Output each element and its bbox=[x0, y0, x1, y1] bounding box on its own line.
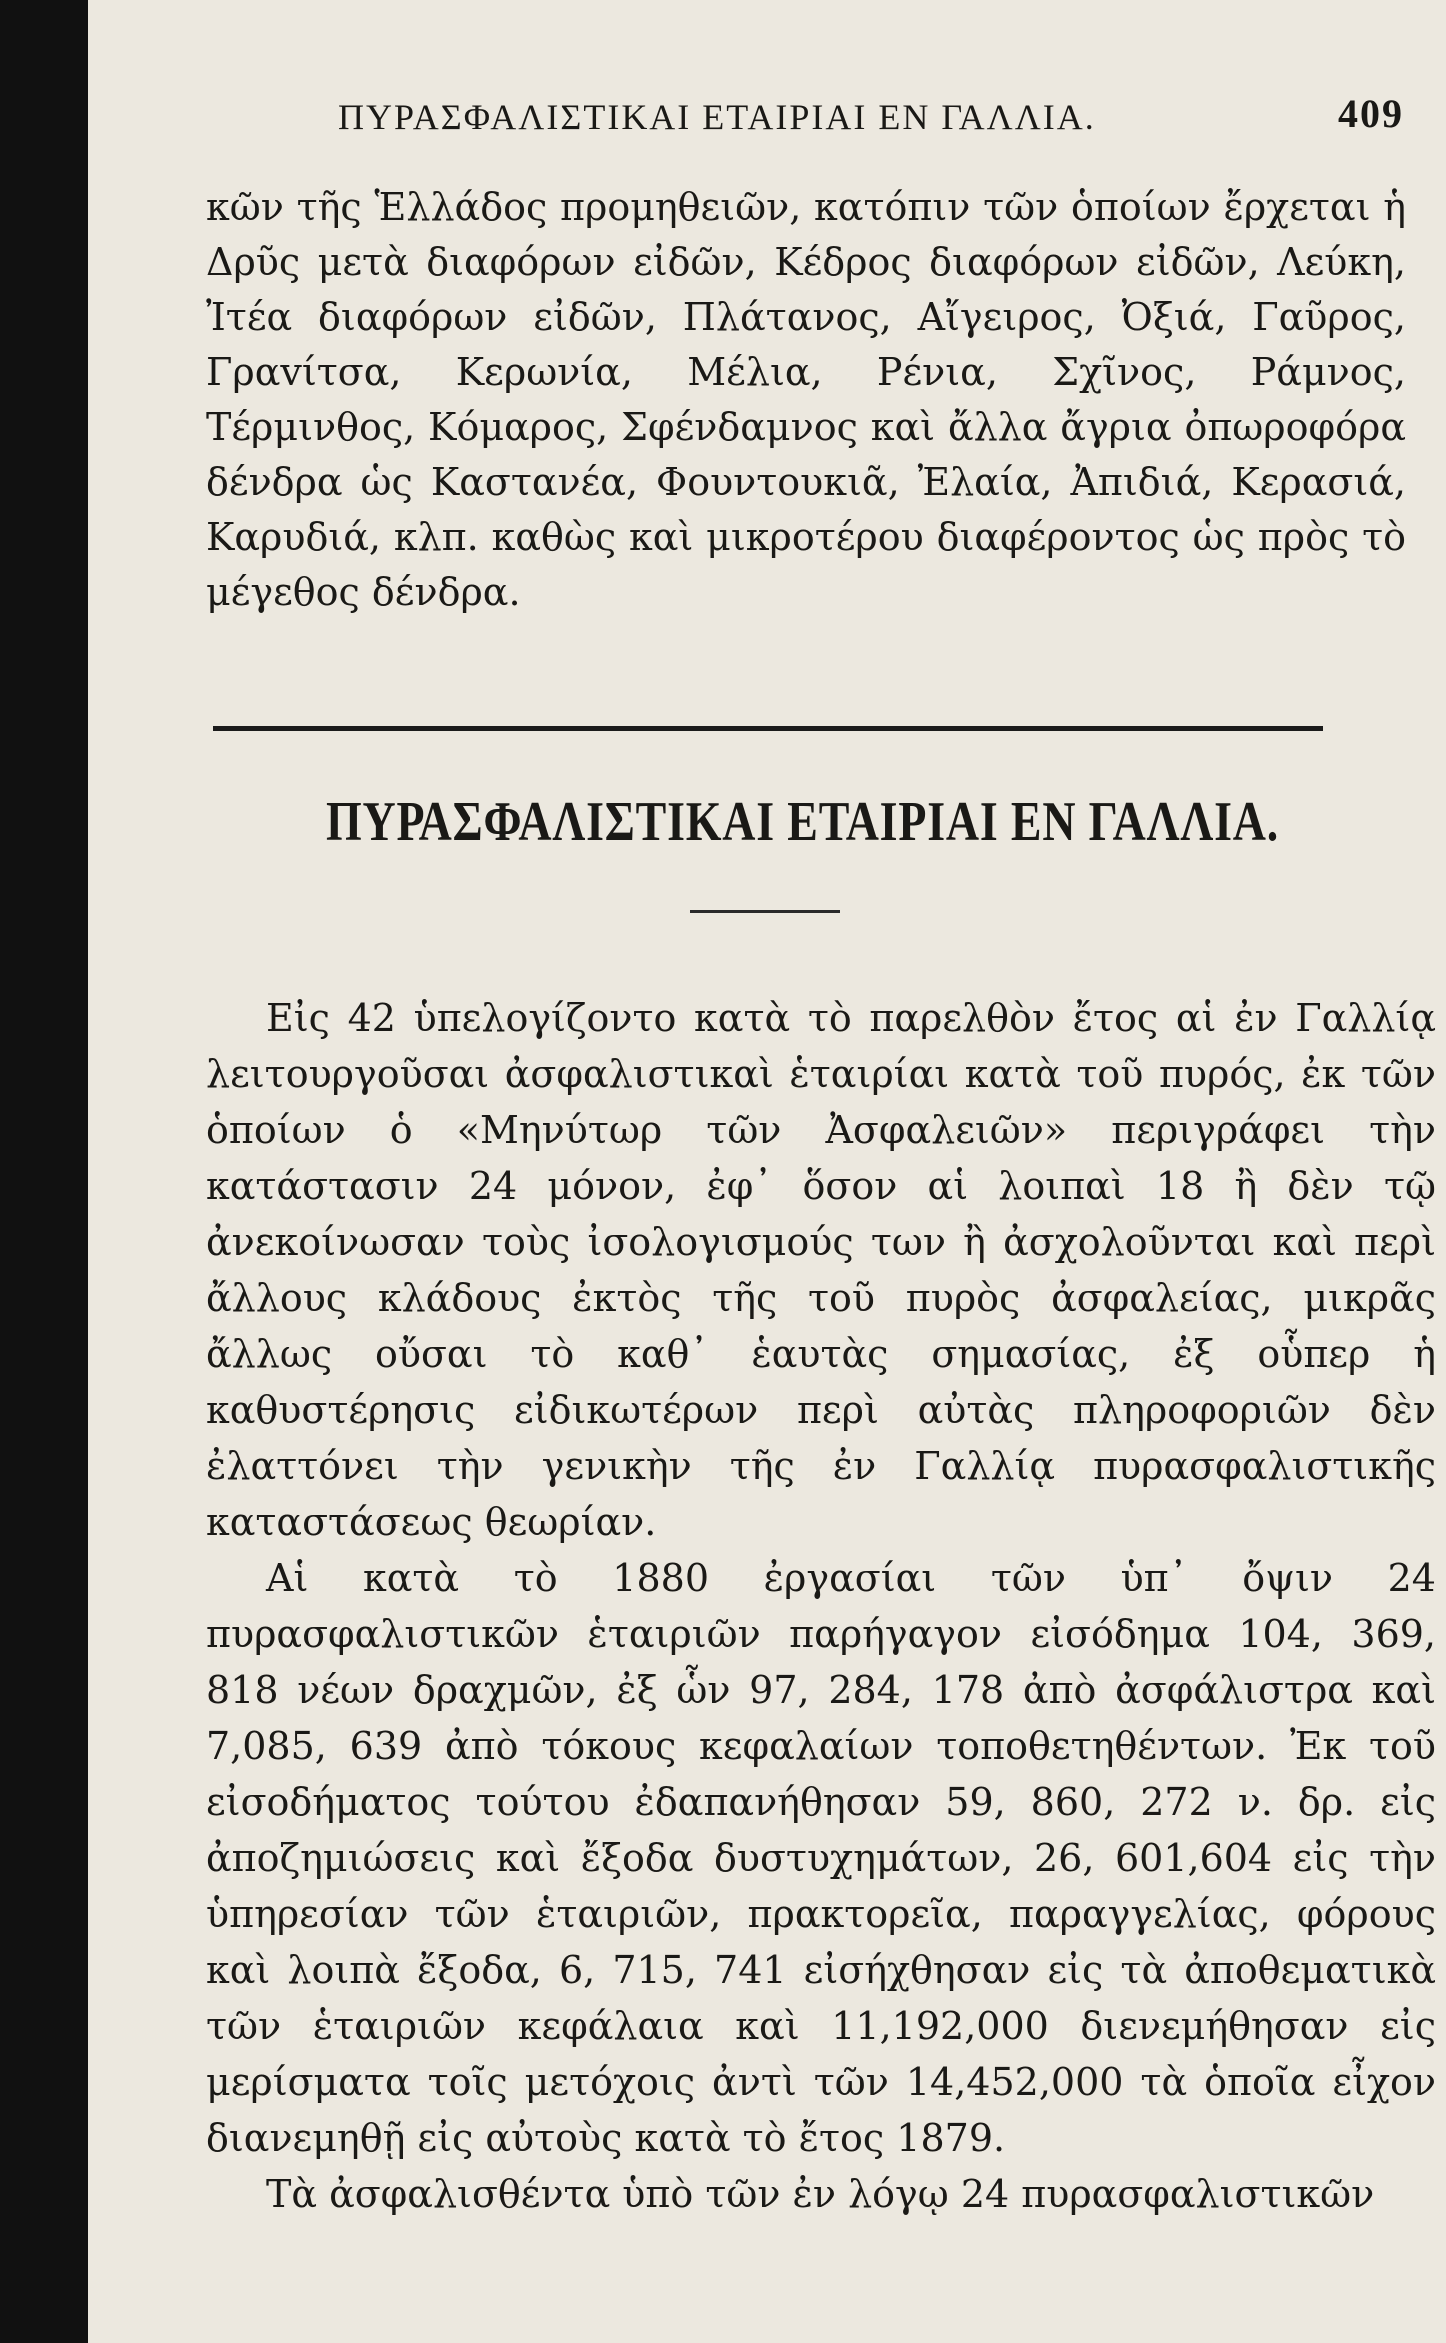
running-title: ΠΥΡΑΣΦΑΛΙΣΤΙΚΑΙ ΕΤΑΙΡΙΑΙ ΕΝ ΓΑΛΛΙΑ. bbox=[338, 97, 1096, 137]
section-divider-rule bbox=[213, 726, 1323, 731]
book-page bbox=[88, 0, 1446, 2343]
section-title: ΠΥΡΑΣΦΑΛΙΣΤΙΚΑΙ ΕΤΑΙΡΙΑΙ ΕΝ ΓΑΛΛΙΑ. bbox=[326, 791, 1280, 853]
title-underline bbox=[690, 910, 840, 913]
page-number: 409 bbox=[1338, 91, 1404, 136]
continuation-paragraph: κῶν τῆς Ἑλλάδος προμηθειῶν, κατόπιν τῶν ὁποίων ἔρχεται ἡ Δρῦς μετὰ διαφόρων εἰδῶν, Κέδρος διαφόρων εἰδῶν, Λεύκη, Ἰτέα διαφόρων εἰδῶν, Πλάτανος, Αἴγειρος, Ὀξιά, Γαῦρος, Γραvίτσα, Κερωνία, Μέλια, Ρένια, Σχῖνος, Ράμνος, Τέρμινθος, Κόμαρος, Σφένδαμνος καὶ ἄλλα ἄγρια ὀπωροφόρα δένδρα ὡς Καστανέα, Φουντουκιᾶ, Ἐλαία, Ἀπιδιά, Κερασιά, Καρυδιά, κλπ. καθὼς καὶ μικροτέρου διαφέροντος ὡς πρὸς τὸ μέγεθος δένδρα. bbox=[206, 185, 1406, 614]
running-header bbox=[338, 91, 1408, 138]
body-paragraph-2: Αἱ κατὰ τὸ 1880 ἐργασίαι τῶν ὑπ᾽ ὄψιν 24 πυρασφαλιστικῶν ἑταιριῶν παρήγαγον εἰσόδημα 104, 369, 818 νέων δραχμῶν, ἐξ ὧν 97, 284, 178 ἀπὸ ἀσφάλιστρα καὶ 7,085, 639 ἀπὸ τόκους κεφαλαίων τοποθετηθέντων. Ἐκ τοῦ εἰσοδήματος τούτου ἐδαπανήθησαν 59, 860, 272 ν. δρ. εἰς ἀποζημιώσεις καὶ ἔξοδα δυστυχημάτων, 26, 601,604 εἰς τὴν ὑπηρεσίαν τῶν ἑταιριῶν, πρακτορεῖα, παραγγελίας, φόρους καὶ λοιπὰ ἔξοδα, 6, 715, 741 εἰσήχθησαν εἰς τὰ ἀποθεματικὰ τῶν ἑταιριῶν κεφάλαια καὶ 11,192,000 διενεμήθησαν εἰς μερίσματα τοῖς μετόχοις ἀντὶ τῶν 14,452,000 τὰ ὁποῖα εἶχον διανεμηθῇ εἰς αὐτοὺς κατὰ τὸ ἔτος 1879. bbox=[206, 1556, 1436, 2160]
body-paragraph-1: Εἰς 42 ὑπελογίζοντο κατὰ τὸ παρελθὸν ἔτος αἱ ἐν Γαλλίᾳ λειτουργοῦσαι ἀσφαλιστικαὶ ἑταιρίαι κατὰ τοῦ πυρός, ἐκ τῶν ὁποίων ὁ «Μηνύτωρ τῶν Ἀσφαλειῶν» περιγράφει τὴν κατάστασιν 24 μόνον, ἐφ᾽ ὅσον αἱ λοιπαὶ 18 ἢ δὲν τῷ ἀνεκοίνωσαν τοὺς ἰσολογισμούς των ἢ ἀσχολοῦνται καὶ περὶ ἄλλους κλάδους ἐκτὸς τῆς τοῦ πυρὸς ἀσφαλείας, μικρᾶς ἄλλως οὔσαι τὸ καθ᾽ ἑαυτὰς σημασίας, ἐξ οὗπερ ἡ καθυστέρησις εἰδικωτέρων περὶ αὐτὰς πληροφοριῶν δὲν ἐλαττόνει τὴν γενικὴν τῆς ἐν Γαλλίᾳ πυρασφαλιστικῆς καταστάσεως θεωρίαν. bbox=[206, 996, 1436, 1544]
section-body bbox=[206, 990, 1436, 2222]
body-paragraph-3: Τὰ ἀσφαλισθέντα ὑπὸ τῶν ἐν λόγῳ 24 πυρασφαλιστικῶν bbox=[266, 2172, 1375, 2216]
book-binding-shadow bbox=[0, 0, 88, 2343]
